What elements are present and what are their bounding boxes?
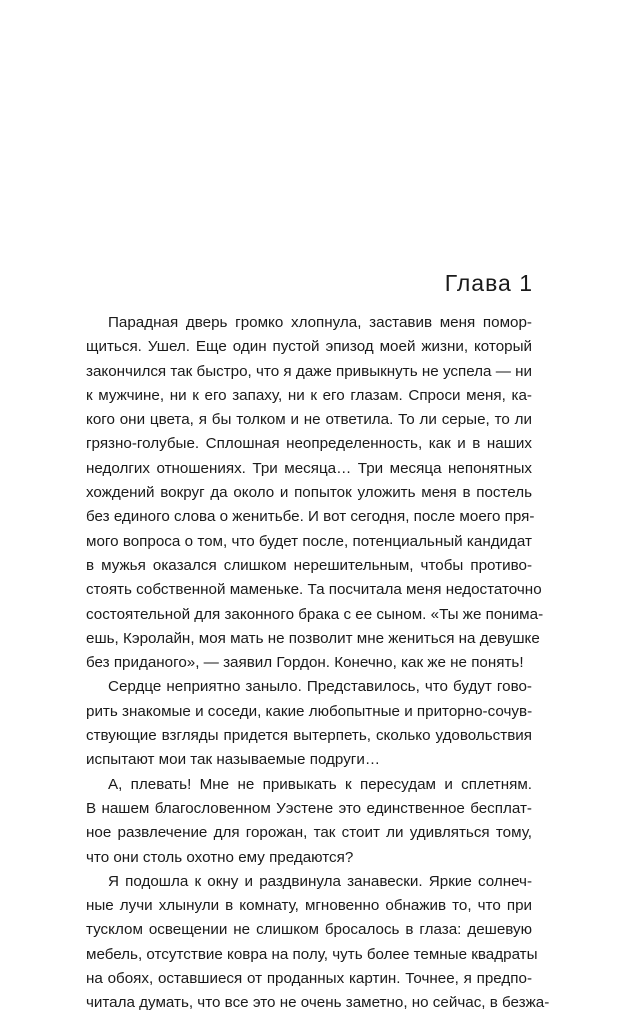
text-line: недолгих отношениях. Три месяца… Три месяца непонятных <box>86 459 532 477</box>
text-line: рить знакомые и соседи, какие любопытные и приторно-сочув- <box>86 702 533 720</box>
text-line: без единого слова о женитьбе. И вот сегодня, после моего пря- <box>86 508 535 526</box>
chapter-body <box>86 311 550 1016</box>
text-line: стоять собственной маменьке. Та посчитала меня недостаточно <box>86 581 542 599</box>
text-line: Я подошла к окну и раздвинула занавески. Яркие солнеч- <box>108 872 532 890</box>
text-line: на обоях, оставшиеся от проданных картин. Точнее, я предпо- <box>86 970 532 988</box>
text-line: без приданого», — заявил Гордон. Конечно, как же не понять! <box>86 654 524 672</box>
text-line: Сердце неприятно заныло. Представилось, что будут гово- <box>108 678 532 696</box>
text-line: закончился так быстро, что я даже привыкнуть не успела — ни <box>86 362 532 380</box>
text-line: мого вопроса о том, что будет после, потенциальный кандидат <box>86 532 532 550</box>
text-line: хождений вокруг да около и попыток уложить меня в постель <box>86 484 532 502</box>
text-line: ешь, Кэролайн, моя мать не позволит мне жениться на девушке <box>86 629 540 647</box>
text-line: В нашем благословенном Уэстене это единственное бесплат- <box>86 799 532 817</box>
text-line: ное развлечение для горожан, так стоит ли удивляться тому, <box>86 824 532 842</box>
text-line: что они столь охотно ему предаются? <box>86 848 354 866</box>
text-line: в мужья оказался слишком нерешительным, чтобы противо- <box>86 556 532 574</box>
text-line: грязно-голубые. Сплошная неопределенность, как и в наших <box>86 435 532 453</box>
text-line: щиться. Ушел. Еще один пустой эпизод моей жизни, который <box>86 338 532 356</box>
text-line: к мужчине, ни к его запаху, ни к его глазам. Спроси меня, ка- <box>86 386 532 404</box>
text-line: испытают мои так называемые подруги… <box>86 751 381 769</box>
text-line: тусклом освещении не слишком бросалось в глаза: дешевую <box>86 921 532 939</box>
text-line: Парадная дверь громко хлопнула, заставив меня помор- <box>108 314 532 331</box>
text-line: А, плевать! Мне не привыкать к пересудам и сплетням. <box>108 775 532 793</box>
text-line: читала думать, что все это не очень заметно, но сейчас, в безжа- <box>86 994 550 1012</box>
text-line: ные лучи хлынули в комнату, мгновенно обнажив то, что при <box>86 897 532 915</box>
text-line: ствующие взгляды придется вытерпеть, сколько удовольствия <box>86 727 532 745</box>
chapter-title: Глава 1 <box>444 270 533 296</box>
text-line: кого они цвета, я бы толком и не ответила. То ли серые, то ли <box>86 411 532 429</box>
text-line: состоятельной для законного брака с ее сыном. «Ты же понима- <box>86 605 544 623</box>
text-line: мебель, отсутствие ковра на полу, чуть более темные квадраты <box>86 945 538 963</box>
